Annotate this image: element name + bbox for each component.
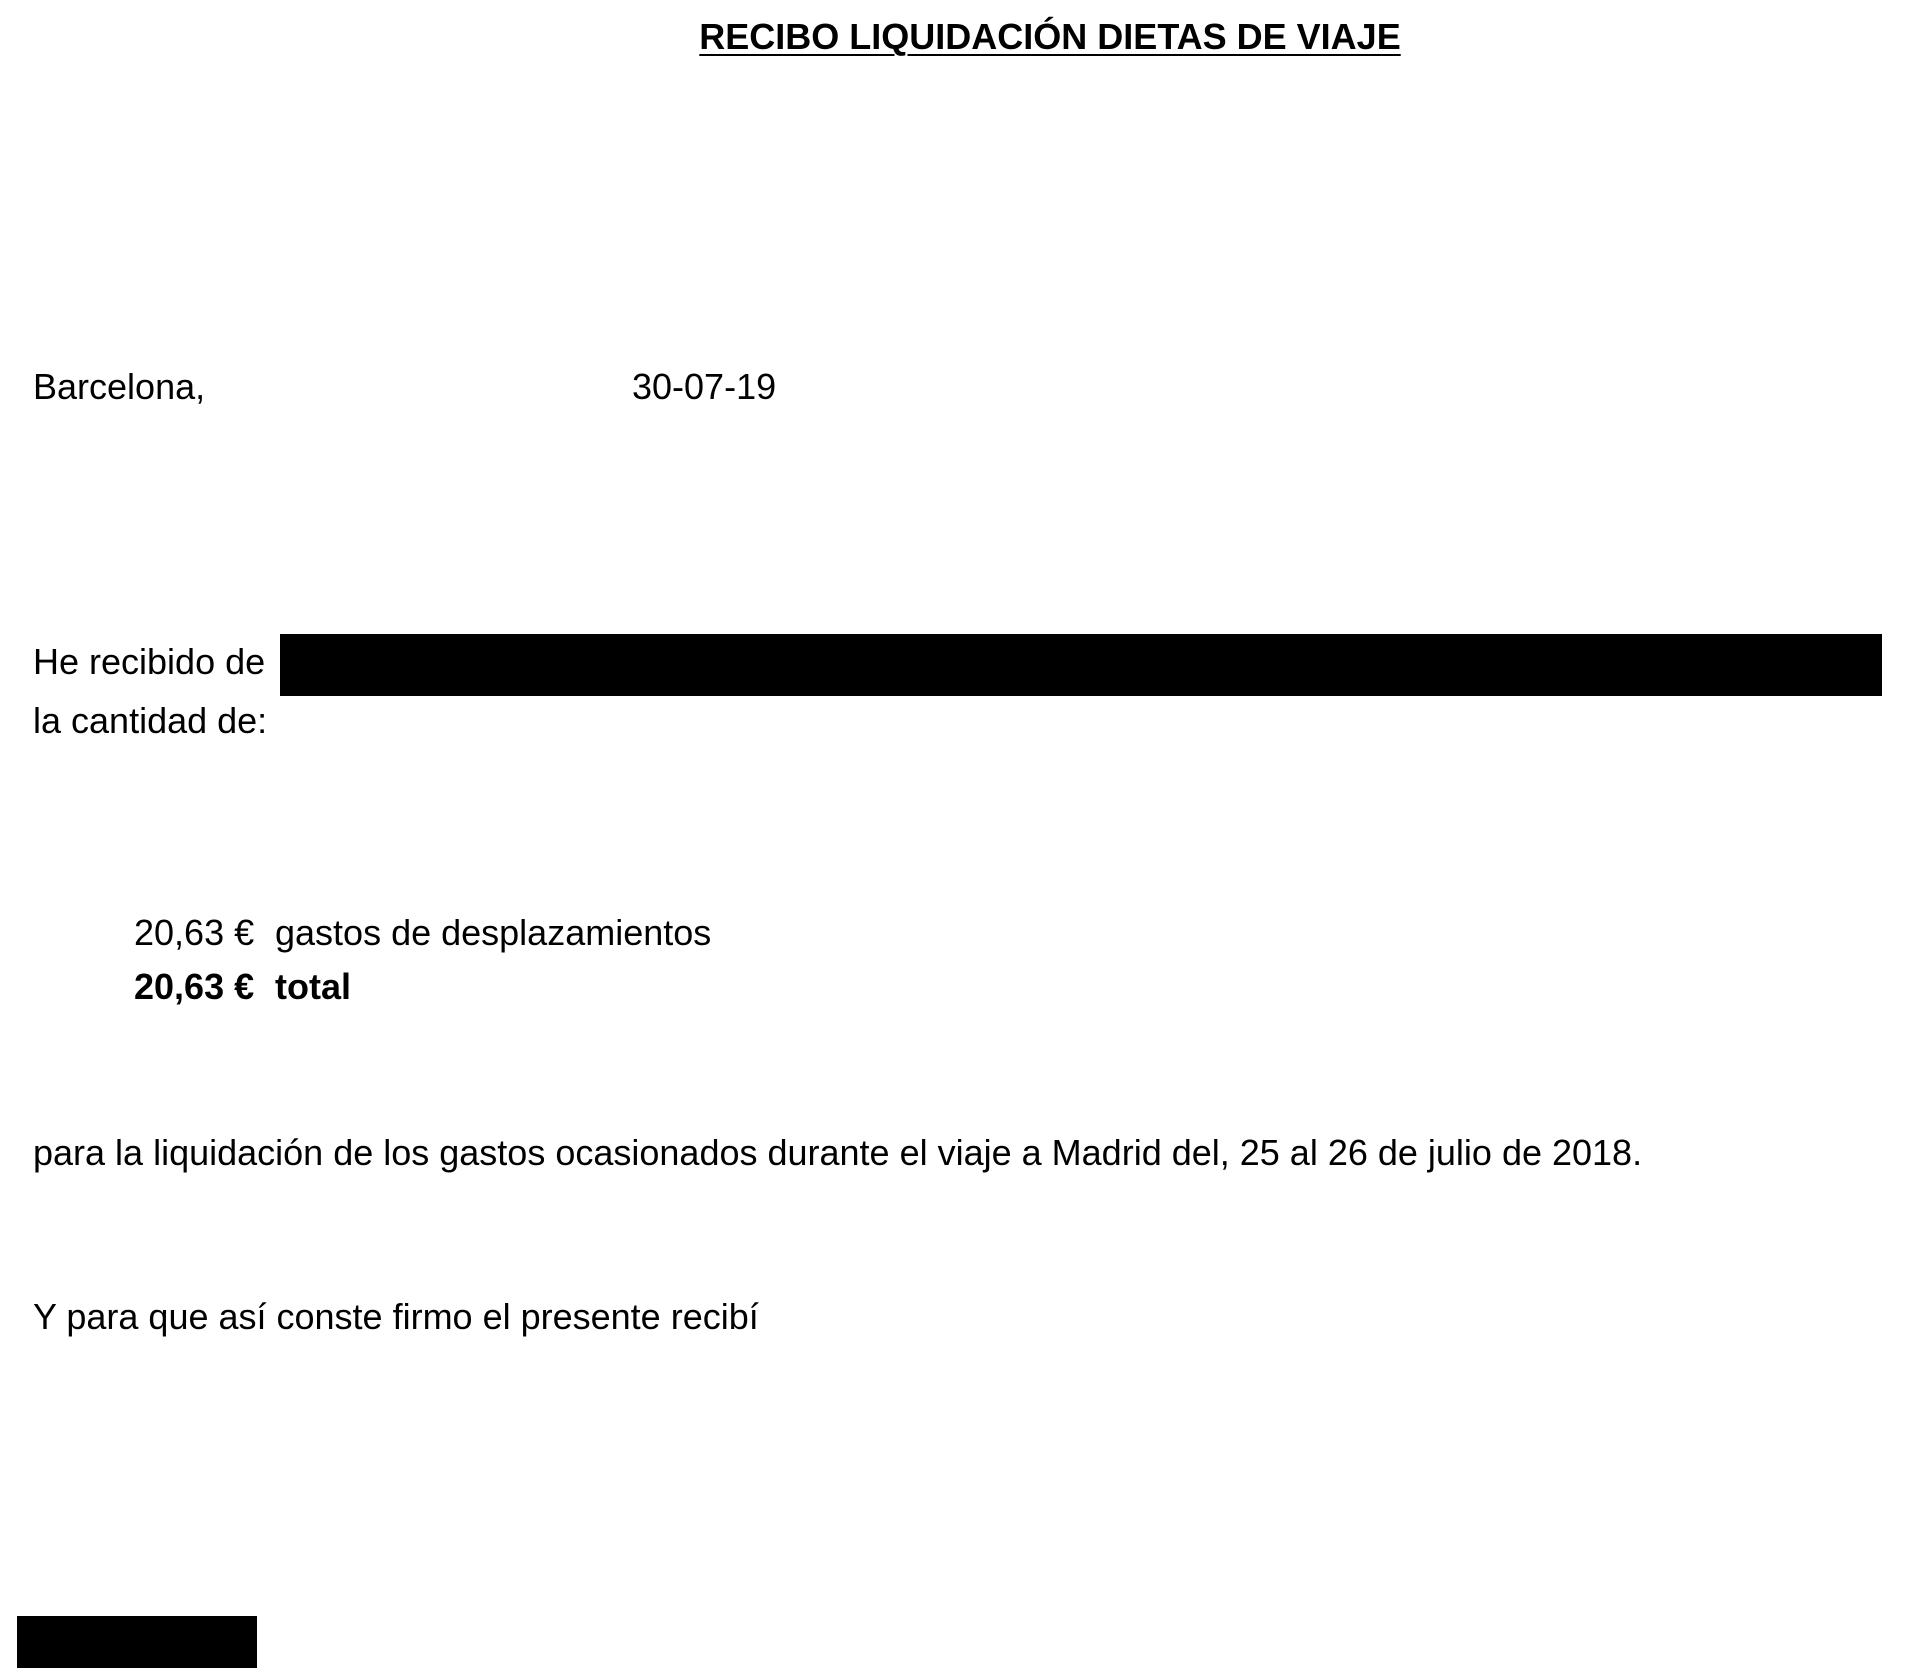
expense-amount: 20,63 € (134, 912, 255, 953)
expense-description: gastos de desplazamientos (275, 912, 712, 953)
closing-text: Y para que así conste firmo el presente recibí (33, 1296, 759, 1337)
total-amount: 20,63 € (134, 966, 255, 1007)
received-from-label: He recibido de (33, 641, 266, 682)
amount-intro-text: la cantidad de: (33, 700, 268, 741)
place-text: Barcelona, (33, 366, 206, 407)
total-label: total (275, 966, 351, 1007)
date-text: 30-07-19 (632, 366, 777, 407)
document-title: RECIBO LIQUIDACIÓN DIETAS DE VIAJE (699, 16, 1401, 57)
redacted-payer-name (280, 634, 1882, 696)
total-line-item (134, 965, 351, 1009)
purpose-text: para la liquidación de los gastos ocasionados durante el viaje a Madrid del, 25 al 26 de julio de 2018. (33, 1132, 1643, 1173)
expense-line-item (134, 911, 711, 955)
redacted-signature (17, 1616, 257, 1668)
